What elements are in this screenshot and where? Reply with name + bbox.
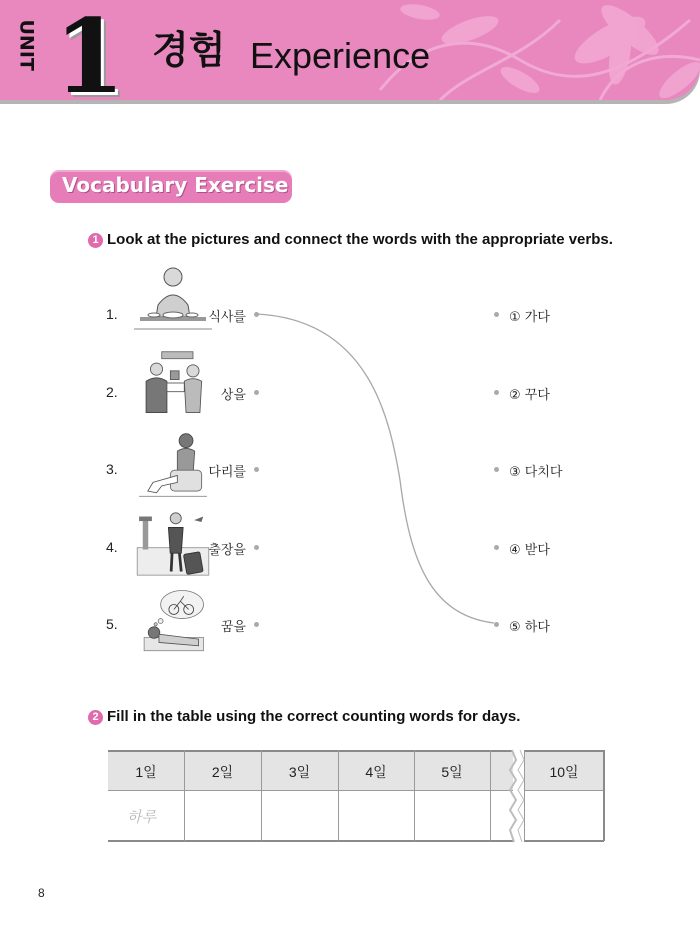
table-header-cell: 1일: [135, 764, 157, 780]
unit-number: 1: [54, 0, 125, 100]
answer-cell[interactable]: [416, 792, 489, 839]
verb-option: ④ 받다: [509, 543, 550, 558]
verb-connector-dot[interactable]: [494, 467, 499, 472]
unit-title-english: Experience: [250, 35, 431, 76]
verb-option: ③ 다치다: [509, 465, 563, 480]
unit-label: UNIT: [15, 19, 38, 71]
table-header-cell: 3일: [288, 764, 311, 780]
page-number: 8: [38, 886, 45, 900]
item-number: 1.: [106, 306, 118, 322]
exercise-2-text: Fill in the table using the correct counting words for days.: [107, 708, 521, 725]
table-header-cell: 5일: [441, 764, 463, 780]
exercise-1-text: Look at the pictures and connect the words with the appropriate verbs.: [107, 231, 613, 248]
table-header-cell: 10일: [549, 764, 579, 780]
table-header-cell: 4일: [365, 764, 387, 780]
unit-title-korean: 경험: [152, 28, 226, 72]
answer-cell[interactable]: [186, 792, 260, 839]
item-number: 5.: [106, 616, 118, 632]
verb-connector-dot[interactable]: [494, 312, 499, 317]
item-number: 2.: [106, 384, 118, 400]
exercise-2-instruction: [88, 708, 520, 725]
verb-option: ② 꾸다: [509, 388, 550, 403]
verb-connector-dot[interactable]: [494, 622, 499, 627]
section-title: Vocabulary Exercise: [62, 173, 289, 197]
item-number: 4.: [106, 539, 118, 555]
verb-connector-dot[interactable]: [494, 545, 499, 550]
answer-cell[interactable]: [263, 792, 337, 839]
vocab-word: 출장을: [208, 543, 246, 558]
table-header-cell: 2일: [211, 764, 234, 780]
verb-option: ① 가다: [509, 310, 550, 325]
exercise-number-badge: 2: [88, 710, 103, 725]
vocab-word: 다리를: [208, 465, 246, 480]
item-number: 3.: [106, 461, 118, 477]
answer-cell[interactable]: [526, 792, 602, 839]
verb-option: ⑤ 하다: [509, 620, 550, 635]
vocab-word: 꿈을: [220, 620, 246, 635]
exercise-number-badge: 1: [88, 233, 103, 248]
answer-cell[interactable]: [340, 792, 413, 839]
vocab-word: 식사를: [208, 310, 246, 325]
example-answer: 하루: [127, 808, 156, 826]
verb-connector-dot[interactable]: [494, 390, 499, 395]
vocab-word: 상을: [220, 388, 246, 403]
